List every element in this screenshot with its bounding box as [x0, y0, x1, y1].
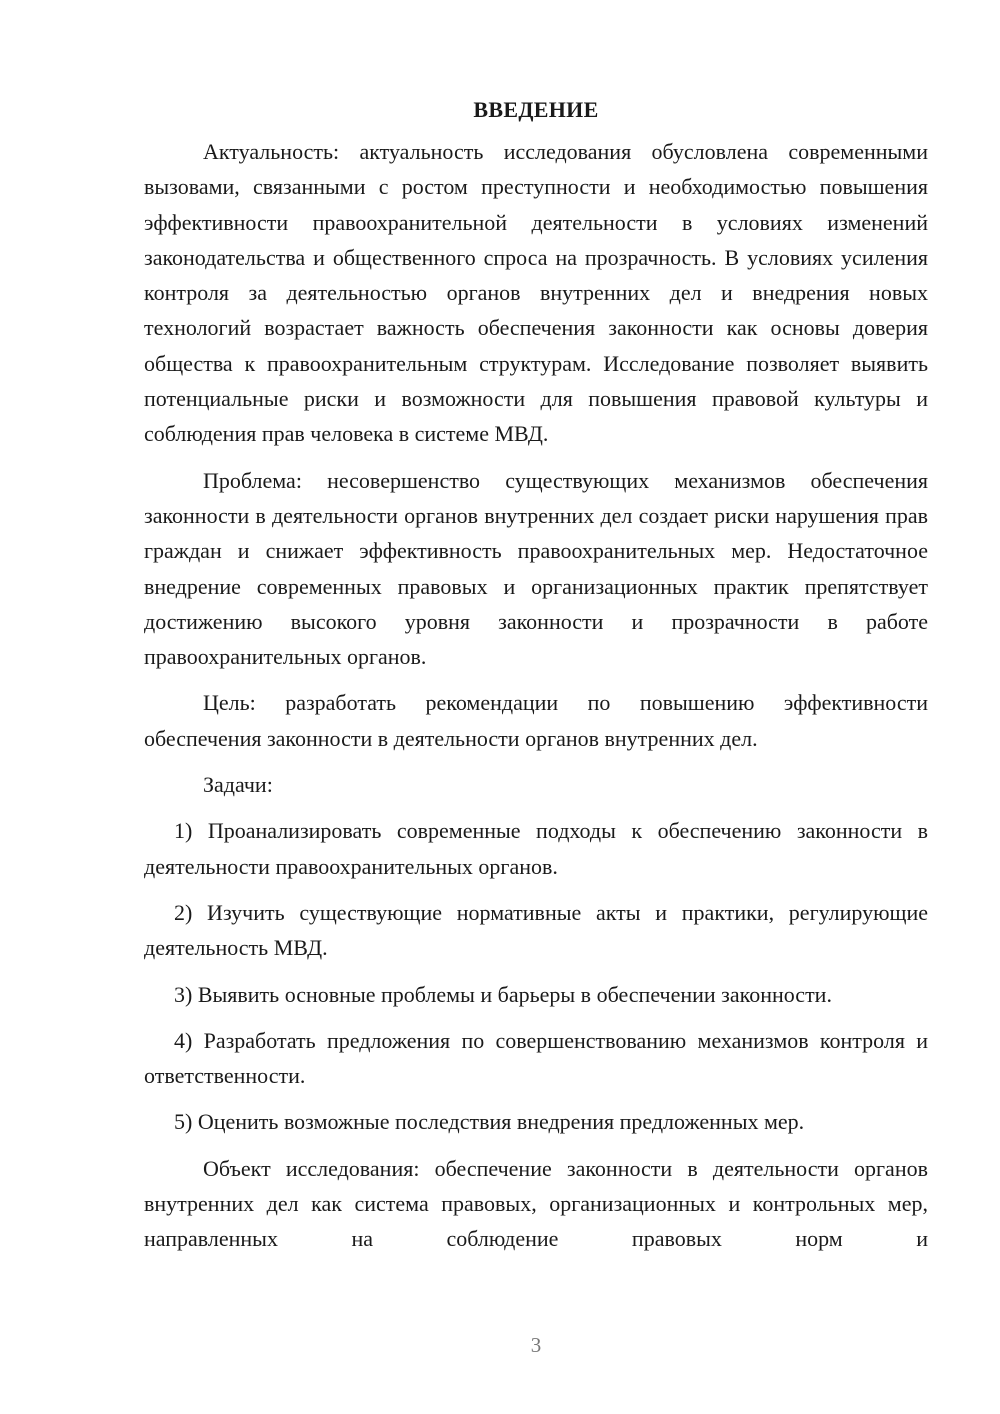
page-number: 3: [530, 1333, 542, 1357]
paragraph-goal: Цель: разработать рекомендации по повышению эффективности обеспечения законности в деятельности органов внутренних дел.: [144, 690, 928, 751]
task-item-3: 3) Выявить основные проблемы и барьеры в обеспечении законности.: [174, 981, 832, 1007]
task-item-5: 5) Оценить возможные последствия внедрения предложенных мер.: [174, 1109, 805, 1135]
paragraph-tasks-heading: Задачи:: [203, 772, 273, 798]
page-title: ВВЕДЕНИЕ: [473, 97, 599, 122]
task-item-2: 2) Изучить существующие нормативные акты и практики, регулирующие деятельность МВД.: [144, 899, 928, 961]
paragraph-problem: Проблема: несовершенство существующих механизмов обеспечения законности в деятельности органов внутренних дел создает риски нарушения прав граждан и снижает эффективность правоохранительных мер. Недостаточное внедрение современных правовых и организационных практик препятствует достижению высокого уровня законности и прозрачности в работе правоохранительных органов.: [144, 467, 928, 670]
document-page: [144, 92, 928, 1268]
task-item-4: 4) Разработать предложения по совершенствованию механизмов контроля и ответственности.: [144, 1027, 928, 1089]
task-item-1: 1) Проанализировать современные подходы к обеспечению законности в деятельности правоохранительных органов.: [144, 818, 928, 879]
paragraph-object: Объект исследования: обеспечение законности в деятельности органов внутренних дел как система правовых, организационных и контрольных мер, направленных на соблюдение правовых норм и: [144, 1155, 928, 1252]
paragraph-relevance: Актуальность: актуальность исследования обусловлена современными вызовами, связанными с ростом преступности и необходимостью повышения эффективности правоохранительной деятельности в условиях изменений законодательства и общественного спроса на прозрачность. В условиях усиления контроля за деятельностью органов внутренних дел и внедрения новых технологий возрастает важность обеспечения законности как основы доверия общества к правоохранительным структурам. Исследование позволяет выявить потенциальные риски и возможности для повышения правовой культуры и соблюдения прав человека в системе МВД.: [144, 139, 928, 447]
